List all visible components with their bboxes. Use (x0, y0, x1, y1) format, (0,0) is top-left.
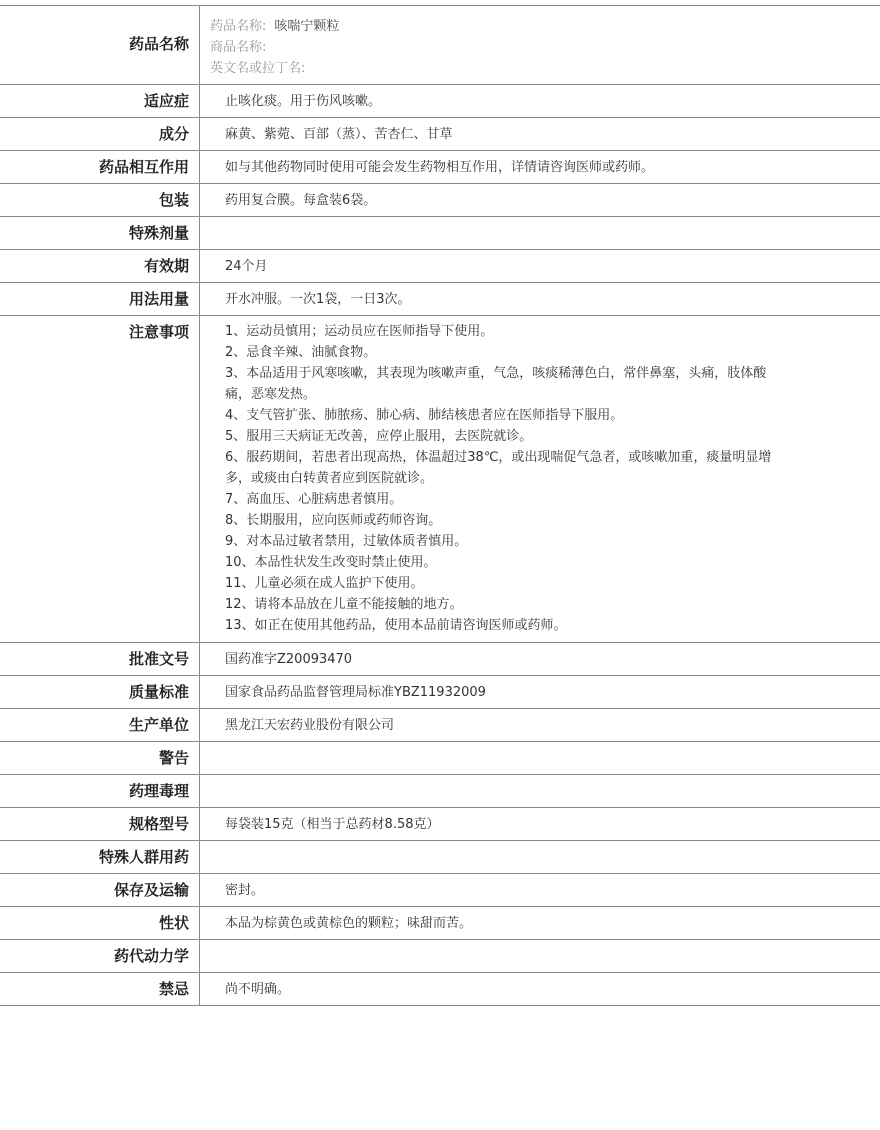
generic-name-value: 咳喘宁颗粒 (274, 19, 340, 34)
precaution-item: 1、运动员慎用；运动员应在医师指导下使用。 (225, 324, 494, 339)
info-row-approval-number (0, 643, 880, 676)
row-value: 黑龙江天宏药业股份有限公司 (225, 718, 395, 733)
precaution-item: 7、高血压、心脏病患者慎用。 (225, 492, 403, 507)
precaution-item: 13、如正在使用其他药品，使用本品前请咨询医师或药师。 (225, 618, 567, 633)
info-row-pharmacology (0, 775, 880, 808)
row-label: 特殊人群用药 (0, 841, 200, 873)
info-row-manufacturer (0, 709, 880, 742)
row-value: 如与其他药物同时使用可能会发生药物相互作用，详情请咨询医师或药师。 (225, 160, 655, 175)
generic-name-line (210, 16, 860, 37)
precautions-label: 注意事项 (0, 316, 200, 642)
info-row-shelf-life (0, 250, 880, 283)
info-row-ingredients (0, 118, 880, 151)
info-row-packaging (0, 184, 880, 217)
info-row-interactions (0, 151, 880, 184)
row-value: 国家食品药品监督管理局标准YBZ11932009 (225, 685, 486, 700)
drug-name-row (0, 6, 880, 85)
row-label: 药品相互作用 (0, 151, 200, 183)
drug-name-values (200, 6, 880, 84)
generic-name-key: 药品名称: (210, 19, 267, 34)
latin-name-line (210, 58, 860, 79)
info-row-storage (0, 874, 880, 907)
trade-name-key: 商品名称: (210, 40, 267, 55)
latin-name-key: 英文名或拉丁名: (210, 61, 306, 76)
info-row-indications (0, 85, 880, 118)
info-row-precautions (0, 316, 880, 643)
row-value (200, 940, 880, 972)
row-label: 规格型号 (0, 808, 200, 840)
row-value: 本品为棕黄色或黄棕色的颗粒；味甜而苦。 (225, 916, 473, 931)
row-value: 尚不明确。 (225, 982, 291, 997)
row-label: 性状 (0, 907, 200, 939)
row-label: 批准文号 (0, 643, 200, 675)
info-row-description (0, 907, 880, 940)
row-label: 用法用量 (0, 283, 200, 315)
row-value: 药用复合膜。每盒装6袋。 (225, 193, 377, 208)
precaution-item: 11、儿童必须在成人监护下使用。 (225, 576, 424, 591)
row-value: 24个月 (225, 259, 268, 274)
info-row-special-dosage (0, 217, 880, 250)
row-label: 质量标准 (0, 676, 200, 708)
row-label: 保存及运输 (0, 874, 200, 906)
info-row-specification (0, 808, 880, 841)
precaution-item: 4、支气管扩张、肺脓疡、肺心病、肺结核患者应在医师指导下服用。 (225, 408, 624, 423)
row-value: 麻黄、紫菀、百部（蒸）、苦杏仁、甘草 (225, 127, 453, 142)
row-value: 开水冲服。一次1袋，一日3次。 (225, 292, 411, 307)
precaution-item: 3、本品适用于风寒咳嗽，其表现为咳嗽声重，气急，咳痰稀薄色白，常伴鼻塞，头痛，肢体酸痛，恶寒发热。 (225, 366, 767, 402)
row-label: 药代动力学 (0, 940, 200, 972)
precaution-item: 5、服用三天病证无改善，应停止服用，去医院就诊。 (225, 429, 533, 444)
drug-info-table (0, 5, 880, 1006)
row-label: 生产单位 (0, 709, 200, 741)
info-row-dosage (0, 283, 880, 316)
row-value (200, 742, 880, 774)
precaution-item: 8、长期服用，应向医师或药师咨询。 (225, 513, 442, 528)
row-label: 禁忌 (0, 973, 200, 1005)
precaution-item: 2、忌食辛辣、油腻食物。 (225, 345, 377, 360)
precautions-list (200, 316, 880, 642)
row-value: 国药准字Z20093470 (225, 652, 353, 667)
info-row-special-populations (0, 841, 880, 874)
row-label: 包装 (0, 184, 200, 216)
row-value (200, 217, 880, 249)
row-label: 特殊剂量 (0, 217, 200, 249)
info-row-pharmacokinetics (0, 940, 880, 973)
info-row-warning (0, 742, 880, 775)
row-label: 警告 (0, 742, 200, 774)
row-label: 药理毒理 (0, 775, 200, 807)
row-value: 止咳化痰。用于伤风咳嗽。 (225, 94, 382, 109)
precaution-item: 9、对本品过敏者禁用，过敏体质者慎用。 (225, 534, 468, 549)
row-value: 每袋装15克（相当于总药材8.58克） (225, 817, 440, 832)
row-label: 成分 (0, 118, 200, 150)
precaution-item: 10、本品性状发生改变时禁止使用。 (225, 555, 437, 570)
precaution-item: 12、请将本品放在儿童不能接触的地方。 (225, 597, 463, 612)
info-row-quality-standard (0, 676, 880, 709)
precaution-item: 6、服药期间，若患者出现高热，体温超过38℃，或出现喘促气急者，或咳嗽加重，痰量明显增多，或痰由白转黄者应到医院就诊。 (225, 450, 772, 486)
row-value: 密封。 (225, 883, 265, 898)
row-label: 有效期 (0, 250, 200, 282)
row-value (200, 775, 880, 807)
drug-name-label: 药品名称 (0, 6, 200, 84)
row-label: 适应症 (0, 85, 200, 117)
info-row-contraindications (0, 973, 880, 1006)
trade-name-line (210, 37, 860, 58)
row-value (200, 841, 880, 873)
